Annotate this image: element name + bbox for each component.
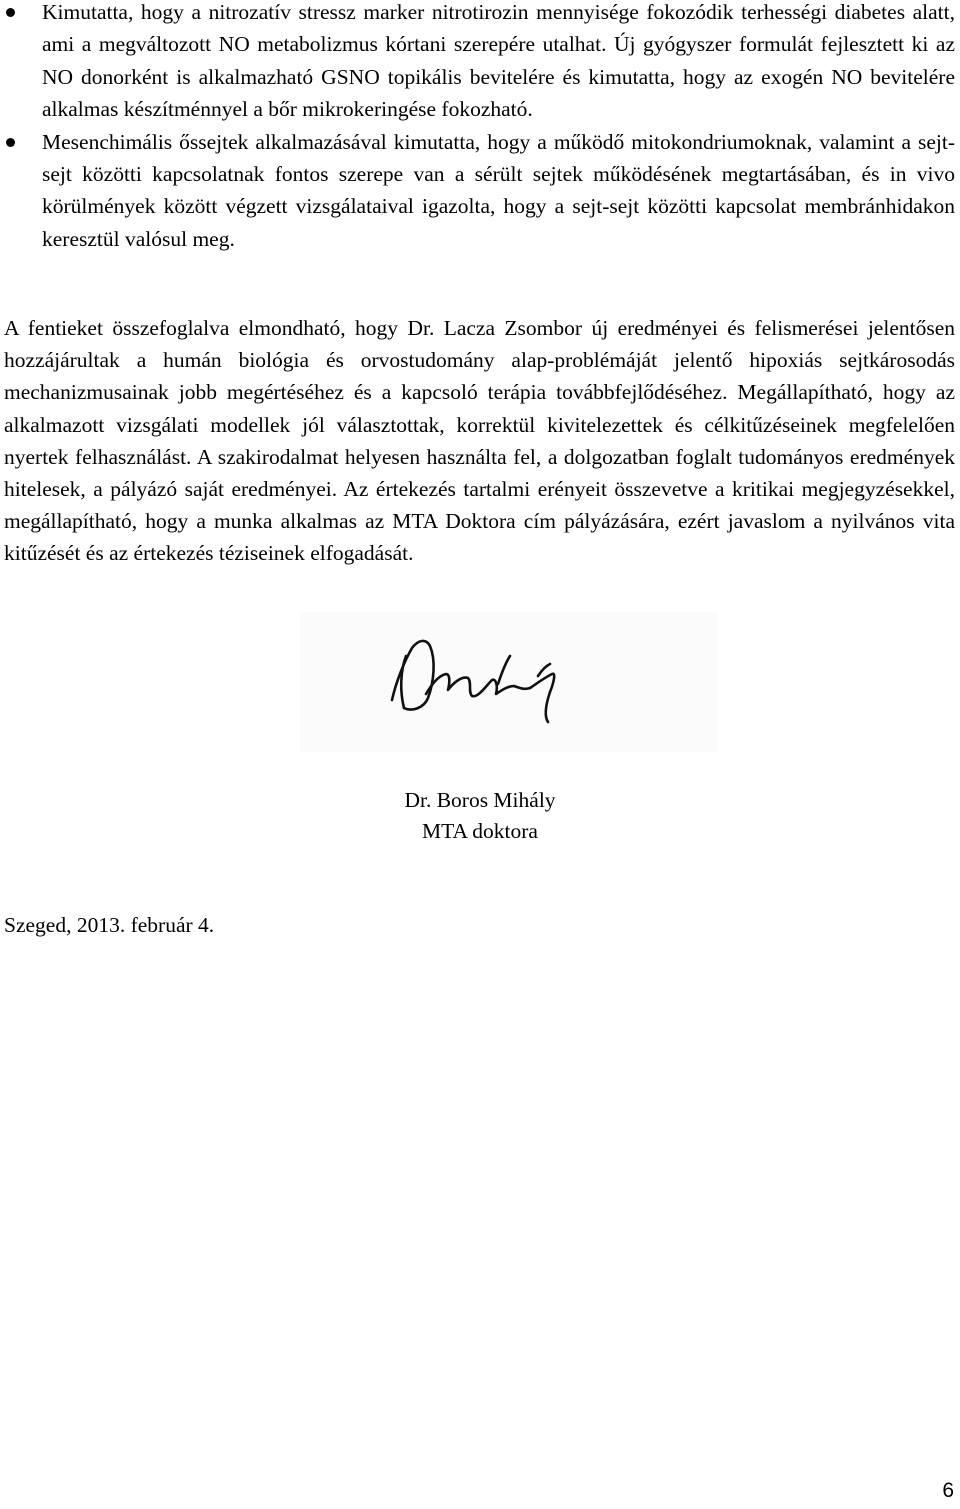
signature-icon <box>300 612 718 752</box>
bullet-icon <box>6 8 15 17</box>
bullet-text: Kimutatta, hogy a nitrozatív stressz marker nitrotirozin mennyisége fokozódik terhességi diabetes alatt, ami a megváltozott NO metabolizmus kórtani szerepére utalhat. Új gyógyszer formulát fejlesztett ki az NO donorként is alkalmazható GSNO topikális bevitelére és kimutatta, hogy az exogén NO bevitelére alkalmas készítménnyel a bőr mikrokeringése fokozható. <box>42 0 955 122</box>
bullet-list <box>0 0 960 255</box>
signature-image <box>300 612 718 752</box>
bullet-text: Mesenchimális őssejtek alkalmazásával kimutatta, hogy a működő mitokondriumoknak, valamint a sejt-sejt közötti kapcsolatnak fontos szerepe van a sérült sejtek működésének megtartásában, és in vivo körülmények között végzett vizsgálataival igazolta, hogy a sejt-sejt közötti kapcsolat membránhidakon keresztül valósul meg. <box>42 129 955 251</box>
list-item <box>0 0 960 126</box>
place-date: Szeged, 2013. február 4. <box>4 913 215 937</box>
signer-name: Dr. Boros Mihály <box>404 788 556 812</box>
list-item <box>0 126 960 256</box>
summary-paragraph: A fentieket összefoglalva elmondható, hogy Dr. Lacza Zsombor új eredményei és felismerései jelentősen hozzájárultak a humán biológia és orvostudomány alap-problémáját jelentő hipoxiás sejtkárosodás mechanizmusainak jobb megértéséhez és a kapcsoló terápia továbbfejlődéséhez. Megállapítható, hogy az alkalmazott vizsgálati modellek jól választottak, korrektül kivitelezettek és célkitűzéseinek megfelelően nyertek felhasználást. A szakirodalmat helyesen használta fel, a dolgozatban foglalt tudományos eredmények hitelesek, a pályázó saját eredményei. Az értekezés tartalmi erényeit összevetve a kritikai megjegyzésekkel, megállapítható, hogy a munka alkalmas az MTA Doktora cím pályázására, ezért javaslom a nyilvános vita kitűzését és az értekezés téziseinek elfogadását. <box>4 316 955 566</box>
signer-title: MTA doktora <box>422 819 538 843</box>
page-number: 6 <box>942 1479 954 1502</box>
bullet-icon <box>6 138 15 147</box>
signature-block <box>370 785 590 847</box>
